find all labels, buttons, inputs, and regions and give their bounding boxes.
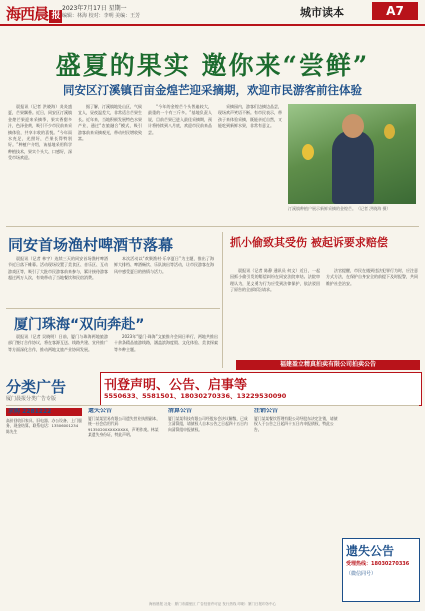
story-3-column-1	[230, 268, 320, 366]
lead-subhead: 同安区汀溪镇百亩金煌芒迎采摘期，欢迎市民游客前往体验	[63, 83, 362, 97]
ads-section-subtitle: 厦门晨报分类广告专版	[6, 396, 57, 402]
issue-date: 2023年7月17日 星期一	[62, 5, 127, 12]
story-4-text: 晨报讯（记者 吴晓明）日前，厦门与珠海两地旅游部门签订合作协议，将在客源互送、线路共建、宣传推广等方面深化合作，推动两地文旅产业协同发展。	[8, 334, 108, 352]
ad-col4-title: 注销公告	[254, 408, 279, 414]
story-4-column-2	[114, 334, 218, 368]
ad-col2-text: 厦门某某贸易有限公司遗失营业执照副本，统一社会信用代码91350200XXXXXXXX，声明作废。林某某遗失身份证，特此声明。	[88, 415, 161, 438]
logo-seal: 报	[49, 10, 62, 23]
page-number: A7	[372, 2, 418, 20]
lead-col4-text: 采摘园内，游客们边摘边品尝，现场欢声笑语不断。有市民表示，带孩子来体验采摘，既能亲近自然，又能吃到新鲜水果，非常有意义。	[218, 104, 282, 129]
story-3-text: 晨报讯（记者 陈静 通讯员 何文）近日，一起因抓小偷引发的赔偿纠纷在同安法院审结。法院审理认为，见义勇为行为应受到法律保护，依法驳回了原告的全部诉讼请求。	[230, 268, 320, 293]
newspaper-name: 海西晨	[6, 5, 49, 23]
lead-col1-text: 晨报讯（记者 洪晓海）炎炎盛夏，芒果飘香。近日，同安区汀溪镇金煌芒果迎来采摘季，果实香甜多汁，色泽金黄，吸引不少市民前来采摘体验，共享丰收的喜悦。“今年雨水充足，光照好，芒果长得特别好。”种植户介绍，该基地采用科学种植技术，果实个头大、口感好，深受市场欢迎。	[8, 104, 72, 161]
editor-credits: 编辑：林海 校对：李明 美编：王芳	[62, 13, 141, 19]
ad-col1-text: 高价回收旧家具、旧电器、办公设备，上门服务，现金结算。联系电话：13506001234 陈先生	[6, 417, 82, 434]
publish-notice-title: 刊登声明、公告、启事等	[104, 378, 248, 393]
story-4-text-2: 2023年“厦门·珠海”文旅推介会同日举行，两地共推出十余条精品旅游线路，涵盖滨海度假、文化体验、美食探索等多种主题。	[114, 334, 218, 352]
story-2-column-1	[8, 256, 108, 306]
ad-column-4	[254, 408, 338, 598]
farmer-head	[342, 114, 364, 138]
section-divider	[6, 226, 419, 227]
section-title: 城市读本	[300, 6, 344, 19]
ad-column-2	[88, 408, 162, 598]
lead-column-1	[8, 104, 72, 222]
story-3-text-2: 法官提醒，市民在遇到违法犯罪行为时，应注意方式方法，在保护自身安全的前提下及时报警，共同维护社会治安。	[326, 268, 418, 286]
story-4-title: 厦门珠海“双向奔赴”	[14, 317, 145, 333]
page-footer: 海西晨报 社址：厦门市湖里区 广告经营许可证 发行热线 印刷：厦门日报印务中心	[149, 602, 276, 606]
ads-divider	[6, 405, 419, 406]
lost-notice-phone: 受理热线：18030270336	[346, 561, 410, 567]
mango-fruit	[384, 124, 395, 139]
story-2-title: 同安首场渔村啤酒节落幕	[8, 236, 174, 254]
lead-col3-text: “今年的金煌芒个头普遍较大，最重的一个有三斤多。”基地负责人说，目前芒果已进入最佳采摘期，预计将持续到八月底，欢迎市民前来品尝。	[148, 104, 212, 135]
ads-section-title: 分类广告	[6, 378, 67, 396]
story-3-column-2	[326, 268, 418, 366]
lead-headline: 盛夏的果实 邀你来“尝鲜”	[55, 51, 370, 80]
mango-photo	[288, 104, 416, 204]
lost-notice-note: （微信同号）	[346, 571, 377, 577]
lead-col2-text: 据了解，汀溪镇地处山区，气候宜人，昼夜温差大，非常适合芒果生长。近年来，当地积极发展特色水果产业，通过“农旅融合”模式，吸引游客前来采摘观光，带动村民增收致富。	[78, 104, 142, 142]
lead-column-3	[148, 104, 212, 222]
ad-col1-title: 求购 2281222	[6, 408, 82, 416]
column-divider	[222, 232, 223, 368]
story-2-column-2	[114, 256, 214, 306]
mango-fruit	[302, 144, 314, 160]
newspaper-logo	[6, 3, 62, 24]
ad-col3-text: 厦门某某科技有限公司经股东会决议解散，已成立清算组，请债权人自本公告之日起四十五日内向清算组申报债权。	[168, 415, 248, 432]
ad-col4-text: 厦门某某餐饮管理有限公司经股东决定注销，请债权人于公告之日起四十五日内申报债权，特此公告。	[254, 415, 338, 432]
ad-col3-title: 清算公告	[168, 408, 193, 414]
story-2-text-2: 本次活动以“欢聚渔村·乐享夏日”为主题，推出了海鲜大排档、啤酒畅饮、乐队演出等活动，让市民游客在海风中感受夏日的热情与活力。	[114, 256, 214, 274]
auction-notice-banner: 福建盈立精真拍卖有限公司拍卖公告	[236, 360, 420, 370]
lost-notice-title: 遗失公告	[346, 544, 395, 558]
publish-notice-phone: 5550633、5581501、18030270336、13229530090	[104, 392, 287, 400]
story-3-title-line: 抓小偷致其受伤 被起诉要求赔偿	[230, 236, 388, 249]
farmer-figure	[332, 130, 374, 204]
ad-col2-title: 遗失公告	[88, 408, 113, 414]
photo-caption: 汀溪镇种植户展示新鲜采摘的金煌芒。（记者 洪晓海 摄）	[288, 206, 391, 211]
section-divider	[6, 308, 220, 309]
story-2-text: 晨报讯（记者 林宇）连续三天的同安首场渔村啤酒节近日落下帷幕。活动现场设置了美食区、音乐区、互动游戏区等，吸引了大批市民游客前来参与，累计接待游客超过两万人次，有效带动了当地餐饮和民宿消费。	[8, 256, 108, 281]
story-4-column-1	[8, 334, 108, 368]
ad-column-3	[168, 408, 248, 598]
story-3-title	[230, 234, 420, 250]
lead-column-4	[218, 104, 282, 222]
ad-column-1	[6, 408, 82, 598]
lead-column-2	[78, 104, 142, 222]
